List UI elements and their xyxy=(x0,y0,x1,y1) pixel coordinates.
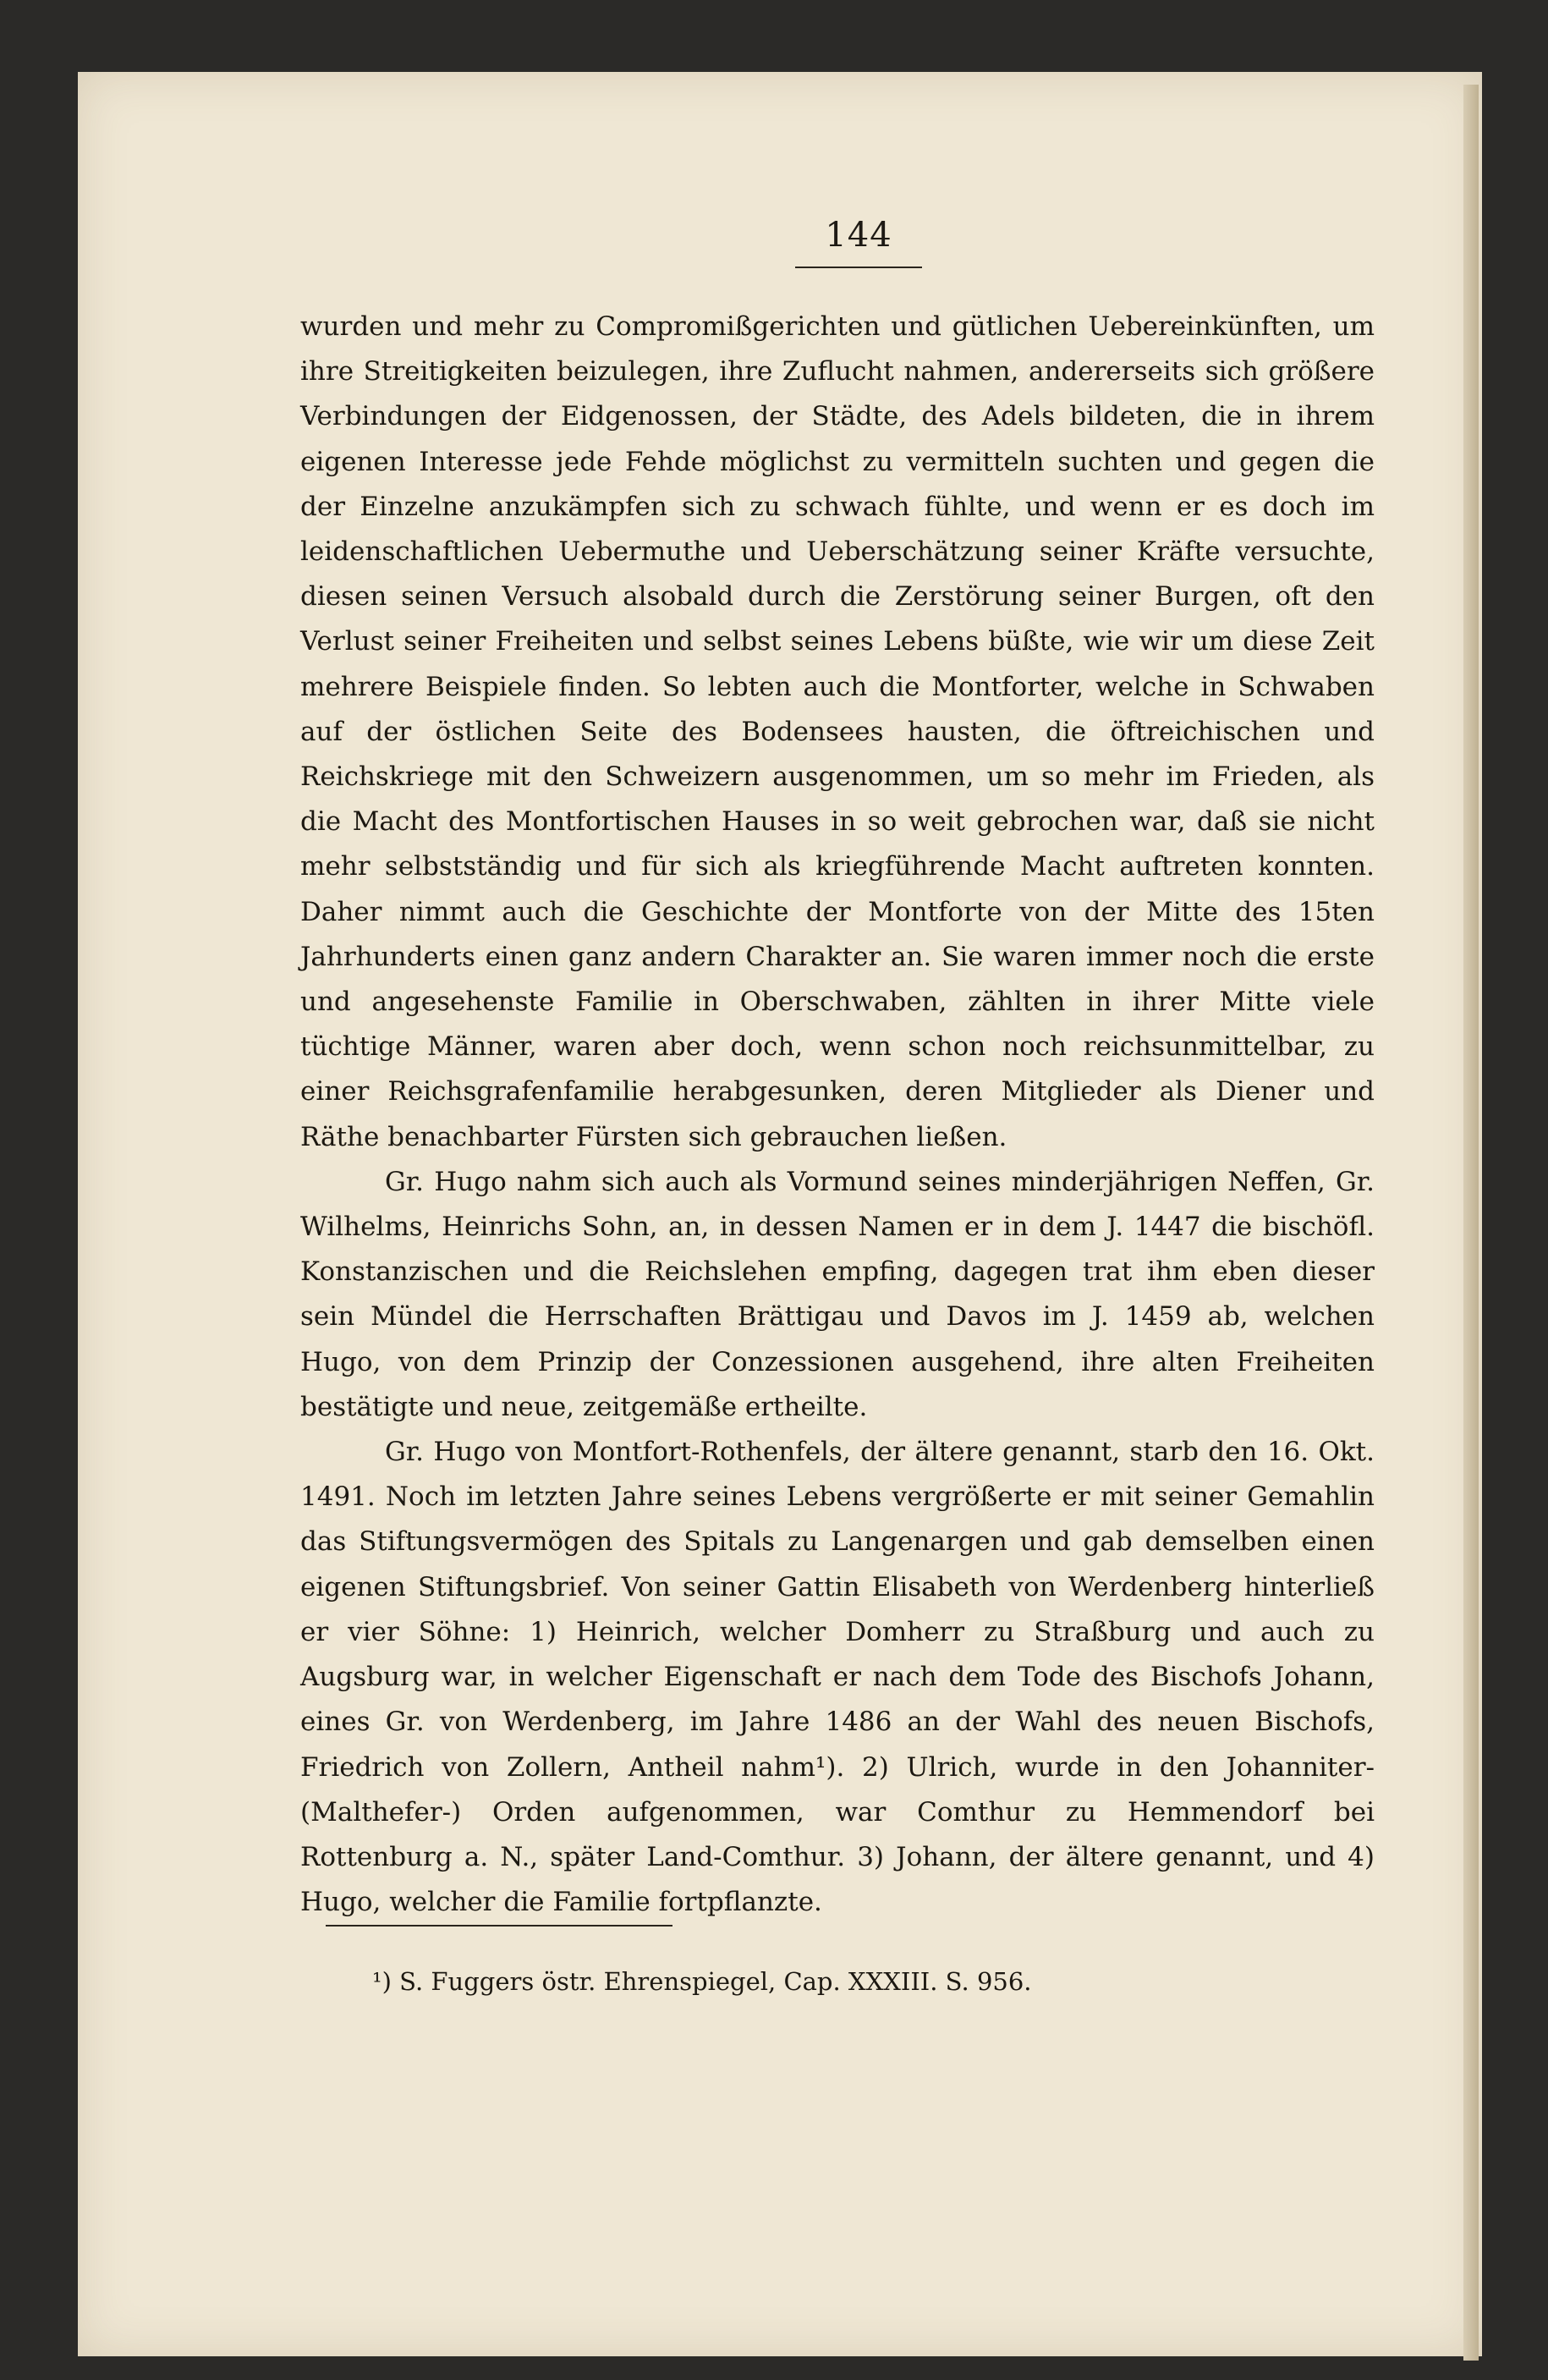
paragraph-3: Gr. Hugo von Montfort-Rothenfels, der ältere genannt, starb den 16. Okt. 1491. Noch im letzten Jahre seines Lebens vergrößerte er mit seiner Gemahlin das Stiftungsvermögen des Spitals zu Langenargen und gab demselben einen eigenen Stiftungsbrief. Von seiner Gattin Elisabeth von Werdenberg hinterließ er vier Söhne: 1) Heinrich, welcher Domherr zu Straßburg und auch zu Augsburg war, in welcher Eigenschaft er nach dem Tode des Bischofs Johann, eines Gr. von Werdenberg, im Jahre 1486 an der Wahl des neuen Bischofs, Friedrich von Zollern, Antheil nahm¹). 2) Ulrich, wurde in den Johanniter- (Malthefer-) Orden aufgenommen, war Comthur zu Hemmendorf bei Rottenburg a. N., später Land-Comthur. 3) Johann, der ältere genannt, und 4) Hugo, welcher die Familie fortpflanzte. xyxy=(300,1437,1375,1918)
footnote: ¹) S. Fuggers östr. Ehrenspiegel, Cap. XXXIII. S. 956. xyxy=(372,1967,1032,1996)
page-edge xyxy=(1463,85,1479,2361)
page-number-rule xyxy=(795,267,922,268)
paragraph-2: Gr. Hugo nahm sich auch als Vormund seines minderjährigen Neffen, Gr. Wilhelms, Heinrichs Sohn, an, in dessen Namen er in dem J. 1447 die bischöfl. Konstanzischen und die Reichslehen empfing, dagegen trat ihm eben dieser sein Mündel die Herrschaften Brättigau und Davos im J. 1459 ab, welchen Hugo, von dem Prinzip der Conzessionen ausgehend, ihre alten Freiheiten bestätigte und neue, zeitgemäße ertheilte. xyxy=(300,1166,1375,1422)
body-text xyxy=(300,305,1375,1925)
page-number: 144 xyxy=(825,216,892,255)
footnote-rule xyxy=(326,1925,672,1927)
paragraph-1: wurden und mehr zu Compromißgerichten und gütlichen Uebereinkünften, um ihre Streitigkeiten beizulegen, ihre Zuflucht nahmen, andererseits sich größere Verbindungen der Eidgenossen, der Städte, des Adels bildeten, die in ihrem eigenen Interesse jede Fehde möglichst zu vermitteln suchten und gegen die der Einzelne anzukämpfen sich zu schwach fühlte, und wenn er es doch im leidenschaftlichen Uebermuthe und Ueberschätzung seiner Kräfte versuchte, diesen seinen Versuch alsobald durch die Zerstörung seiner Burgen, oft den Verlust seiner Freiheiten und selbst seines Lebens büßte, wie wir um diese Zeit mehrere Beispiele finden. So lebten auch die Montforter, welche in Schwaben auf der östlichen Seite des Bodensees hausten, die öftreichischen und Reichskriege mit den Schweizern ausgenommen, um so mehr im Frieden, als die Macht des Montfortischen Hauses in so weit gebrochen war, daß sie nicht mehr selbstständig und für sich als kriegführende Macht auftreten konnten. Daher nimmt auch die Geschichte der Montforte von der Mitte des 15ten Jahrhunderts einen ganz andern Charakter an. Sie waren immer noch die erste und angesehenste Familie in Oberschwaben, zählten in ihrer Mitte viele tüchtige Männer, waren aber doch, wenn schon noch reichsunmittelbar, zu einer Reichsgrafenfamilie herabgesunken, deren Mitglieder als Diener und Räthe benachbarter Fürsten sich gebrauchen ließen. xyxy=(300,311,1375,1152)
